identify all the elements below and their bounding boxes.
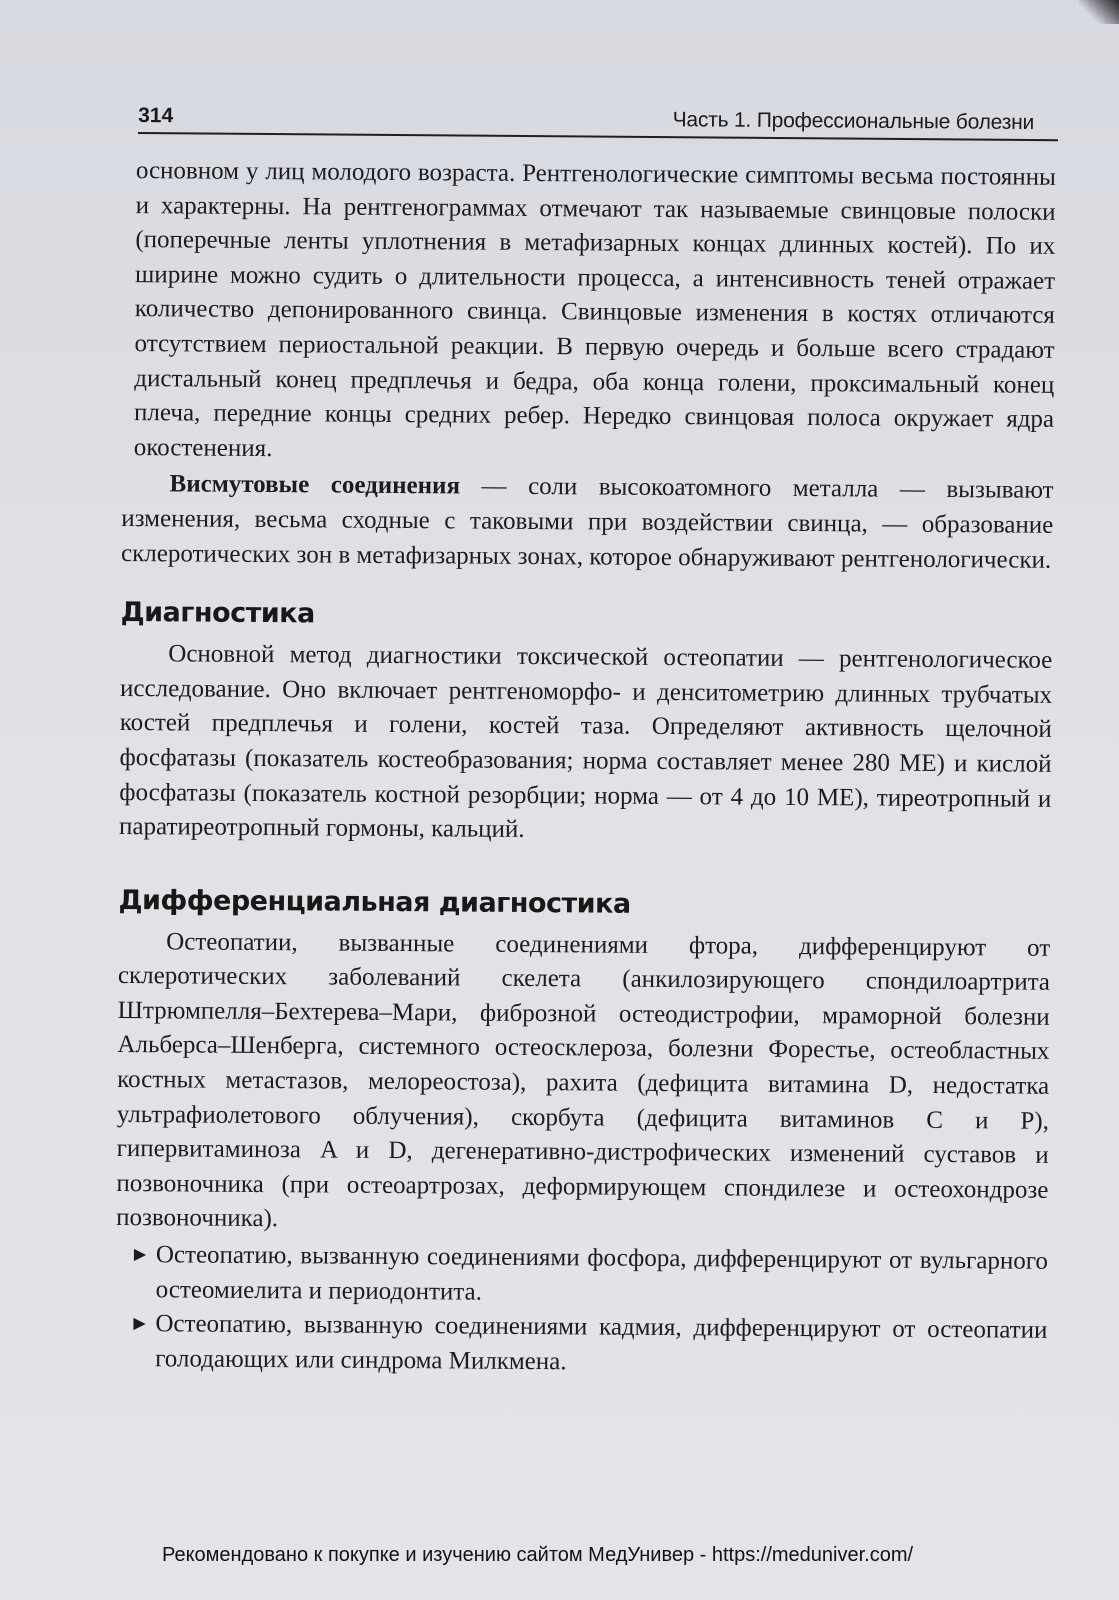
paragraph-differential: Остеопатии, вызванные соединениями фтора, дифференцируют от склеротических заболеваний скелета (анкилозирующего спондилоартрита Штрюмпелля–Бехтерева–Мари, фиброзной остеодистрофии, мраморной болезни Альберса–Шенберга, системного остеосклероза, болезни Форестье, остеобластных костных метастазов, мелореостоза), рахита (дефицита витамина D, недостатка ультрафиолетового облучения), скорбута (дефицита витаминов C и P), гипервитаминоза A и D, дегенеративно-дистрофических изменений суставов и позвоночника (при остеоартрозах, деформирующем спондилезе и остеохондрозе позвоночника). <box>116 928 1051 1233</box>
page-content <box>115 154 1056 1383</box>
paragraph-lead-continuation: основном у лиц молодого возраста. Рентгенологические симптомы весьма постоянны и характерны. На рентгенограммах отмечают так называемые свинцовые полоски (поперечные ленты уплотнения в метафизарных концах длинных костей). По их ширине можно судить о длительности процесса, а интенсивность теней отражает количество депонированного свинца. Свинцовые изменения в костях отличаются отсутствием периостальной реакции. В первую очередь и больше всего страдают дистальный конец предплечья и бедра, оба конца голени, проксимальный конец плеча, передние концы средних ребер. Нередко свинцовая полоса окружает ядра окостенения. <box>133 157 1056 462</box>
page-number: 314 <box>138 104 174 128</box>
heading-differential-diagnostics: Дифференциальная диагностика <box>118 884 631 920</box>
part-title: Часть 1. Профессиональные болезни <box>672 108 1035 135</box>
bullet-item-cadmium <box>133 1307 1048 1383</box>
bullet-item-phosphorus <box>133 1238 1049 1314</box>
triangle-bullet-icon: ▶ <box>133 1315 146 1333</box>
bullet-text: Остеопатию, вызванную соединениями фосфора, дифференцируют от вульгарного остеомиелита и периодонтита. <box>155 1241 1049 1306</box>
page-corner-shadow <box>1079 0 1119 24</box>
heading-diagnostics: Диагностика <box>120 597 315 630</box>
running-header <box>138 92 1058 141</box>
paragraph-diagnostics: Основной метод диагностики токсической остеопатии — рентгенологическое исследование. Оно включает рентгеноморфо- и денситометрию длинных трубчатых костей предплечья и голени, костей таза. Определяют активность щелочной фосфатазы (показатель костеобразования; норма составляет менее 280 МЕ) и кислой фосфатазы (показатель костной резорбции; норма — от 4 до 10 МЕ), тиреотропный и паратиреотропный гормоны, кальций. <box>118 640 1053 844</box>
term-bismuth: Висмутовые соединения <box>169 470 461 500</box>
paragraph-bismuth <box>121 467 1054 578</box>
bullet-text: Остеопатию, вызванную соединениями кадмия, дифференцируют от остеопатии голодающих или синдрома Милкмена. <box>155 1310 1048 1376</box>
triangle-bullet-icon: ▶ <box>133 1246 147 1264</box>
bullet-list <box>115 1238 1048 1383</box>
paragraph-bismuth-text: — соли высокоатомного металла — вызывают изменения, весьма сходные с таковыми при воздействии свинца, — образование склеротических зон в метафизарных зонах, которое обнаруживают рентгенологически. <box>120 472 1054 574</box>
watermark-text: Рекомендовано к покупке и изучению сайтом МедУнивер - https://meduniver.com/ <box>162 1544 914 1566</box>
